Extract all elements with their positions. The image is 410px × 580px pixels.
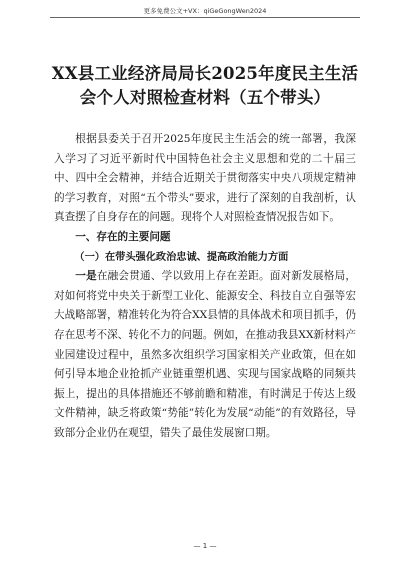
paragraph-text: 在融会贯通、学以致用上存在差距。面对新发展格局，对如何将党中央关于新型工业化、能源安全、科技自立自强等宏大战略部署，精准转化为符合XX县情的具体战术和项目抓手，仍存在思考不深、转化不力的问题。例如，在推动我县XX新材料产业园建设过程中，虽然多次组织学习国家相关产业政策，但在如何引导本地企业抢抓产业链重塑机遇、实现与国家战略的同频共振上，提出的具体措施还不够前瞻和精准，有时满足于传达上级文件精神，缺乏将政策“势能”转化为发展“动能”的有效路径，导致部分企业仍在观望，错失了最佳发展窗口期。: [54, 270, 357, 439]
page-number: — 1 —: [193, 542, 217, 550]
paragraph-lead: 一是: [75, 270, 97, 283]
body-paragraph: [54, 267, 356, 443]
header-divider: [50, 17, 360, 18]
section-heading: 一、存在的主要问题: [75, 230, 171, 243]
page-header: 更多免费公文+VX：qiGeGongWen2024: [143, 7, 267, 15]
document-body: [54, 130, 356, 444]
intro-paragraph: 根据县委关于召开2025年度民主生活会的统一部署，我深入学习了习近平新时代中国特色社会主义思想和党的二十届三中、四中全会精神，并结合近期关于贯彻落实中央八项规定精神的学习教育，对照“五个带头”要求，进行了深刻的自我剖析，认真查摆了自身存在的问题。现将个人对照检查情况报告如下。: [54, 133, 356, 224]
title-line-2: 会个人对照检查材料（五个带头）: [79, 88, 331, 107]
title-line-1: XX县工业经济局局长2025年度民主生活: [51, 64, 359, 83]
subsection-heading: （一）在带头强化政治忠诚、提高政治能力方面: [74, 251, 289, 263]
document-title: [0, 62, 410, 110]
